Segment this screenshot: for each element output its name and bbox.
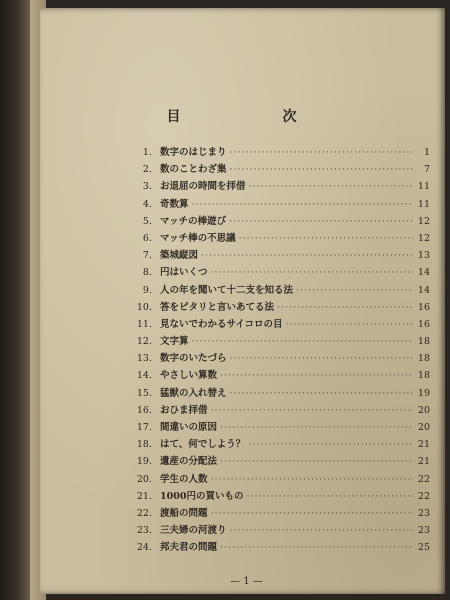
toc-entry: [118, 299, 430, 316]
toc-entry-page: 23: [417, 525, 430, 537]
toc-entry: [118, 505, 430, 522]
toc-entry-number: 17.: [136, 422, 152, 433]
toc-entry-page: 1: [423, 147, 430, 158]
book-spine: [0, 0, 30, 600]
toc-entry-number: 20.: [136, 473, 152, 485]
toc-leader-dots: [230, 385, 413, 402]
toc-entry: [118, 419, 430, 436]
toc-leader-dots: [277, 299, 413, 316]
toc-entry-page: 20: [417, 422, 430, 433]
toc-entry: [118, 264, 430, 281]
toc-entry: [118, 213, 430, 230]
toc-entry-number: 9.: [142, 284, 152, 296]
toc-leader-dots: [230, 522, 413, 539]
toc-entry-page: 20: [417, 404, 430, 416]
toc-entry-title: 間違いの原因: [160, 422, 218, 433]
toc-entry-number: 24.: [136, 542, 152, 554]
toc-entry: [118, 144, 430, 161]
toc-entry-number: 23.: [136, 525, 152, 537]
toc-leader-dots: [220, 367, 413, 384]
toc-leader-dots: [230, 350, 413, 367]
toc-leader-dots: [296, 282, 413, 299]
toc-entry-number: 21.: [136, 490, 152, 502]
toc-entry: [118, 385, 430, 402]
toc-entry-number: 18.: [136, 439, 152, 451]
toc-entry-title: 見ないでわかるサイコロの目: [160, 318, 283, 330]
toc-entry: [118, 316, 430, 333]
toc-entry-title: はて、何でしよう？: [160, 439, 246, 451]
toc-entry-number: 1.: [142, 147, 152, 158]
toc-leader-dots: [201, 247, 413, 264]
toc-leader-dots: [211, 505, 413, 522]
toc-entry-page: 23: [417, 507, 430, 519]
toc-leader-dots: [230, 144, 413, 161]
toc-leader-dots: [220, 453, 413, 470]
toc-entry-number: 2.: [142, 164, 152, 176]
toc-entry-title: 数のことわざ集: [160, 164, 227, 176]
toc-entry-title: 渡船の問題: [160, 507, 208, 519]
toc-entry-title: 学生の人数: [160, 473, 208, 485]
toc-leader-dots: [249, 178, 413, 195]
toc-entry-number: 4.: [142, 198, 152, 210]
toc-entry-number: 19.: [136, 456, 152, 468]
toc-leader-dots: [211, 402, 413, 419]
toc-entry-page: 16: [417, 318, 430, 330]
toc-entry: [118, 488, 430, 505]
toc-leader-dots: [220, 539, 413, 556]
toc-entry-number: 12.: [136, 336, 152, 348]
toc-entry: [118, 522, 430, 539]
toc-entry-title: 文字算: [160, 336, 189, 348]
toc-entry-title: 答をピタリと言いあてる法: [160, 301, 275, 313]
toc-entry-number: 22.: [136, 507, 152, 519]
toc-leader-dots: [192, 196, 413, 213]
toc-entry-page: 18: [417, 353, 430, 365]
toc-entry-number: 13.: [136, 353, 152, 365]
toc-entry-page: 14: [417, 267, 430, 279]
page-title: 目 次: [166, 109, 341, 125]
toc-entry-number: 8.: [142, 267, 152, 279]
toc-entry: [118, 161, 430, 178]
toc-entry-number: 7.: [142, 250, 152, 262]
toc-entry-title: 築城縦図: [160, 250, 199, 262]
toc-entry-page: 14: [417, 284, 430, 296]
toc-entry-title: 数字のはじまり: [160, 147, 227, 158]
toc-entry-title: 数字のいたづら: [160, 353, 227, 365]
toc-entry-page: 19: [417, 387, 430, 399]
toc-entry: [118, 350, 430, 367]
toc-entry-title: おひま拝借: [160, 404, 208, 416]
toc-entry-number: 14.: [136, 370, 152, 382]
toc-entry-page: 12: [417, 232, 430, 244]
toc-entry: [118, 230, 430, 247]
toc-entry-number: 16.: [136, 404, 152, 416]
toc-entry-page: 22: [417, 490, 430, 502]
toc-entry-number: 6.: [142, 232, 152, 244]
toc-leader-dots: [192, 333, 413, 350]
toc-leader-dots: [239, 230, 413, 247]
toc-leader-dots: [230, 161, 413, 178]
toc-entry: [118, 247, 430, 264]
toc-entry: [118, 282, 430, 299]
toc-entry-number: 10.: [136, 301, 152, 313]
book-page: [40, 8, 445, 594]
toc-entry-title: マッチの棒遊び: [160, 215, 227, 227]
toc-entry: [118, 402, 430, 419]
toc-entry-page: 18: [417, 370, 430, 382]
toc-entry: [118, 333, 430, 350]
toc-leader-dots: [211, 264, 413, 281]
toc-entry-title: 1000円の買いもの: [160, 490, 244, 502]
toc-leader-dots: [229, 213, 413, 230]
toc-entry-title: 人の年を聞いて十二支を知る法: [160, 284, 294, 296]
toc-leader-dots: [211, 471, 413, 488]
toc-entry-number: 5.: [142, 215, 152, 227]
toc-leader-dots: [220, 419, 413, 436]
toc-entry-page: 21: [417, 456, 430, 468]
toc-entry-title: お退屈の時間を拝借: [160, 181, 246, 193]
toc-entry-title: 三夫婦の河渡り: [160, 525, 227, 537]
toc-entry-page: 21: [417, 439, 430, 451]
toc-leader-dots: [248, 436, 413, 453]
toc-entry-number: 3.: [142, 181, 152, 193]
toc-entry: [118, 539, 430, 556]
toc-entry-title: 猛獣の入れ替え: [160, 387, 227, 399]
toc-entry-page: 16: [417, 301, 430, 313]
toc-entry-title: やさしい算数: [160, 370, 218, 382]
toc-entry-page: 25: [417, 542, 430, 554]
toc-entry-page: 11: [417, 181, 430, 193]
toc-entry: [118, 436, 430, 453]
toc-entry-title: 奇数算: [160, 198, 189, 210]
toc-entry: [118, 196, 430, 213]
toc-leader-dots: [285, 316, 413, 333]
toc-entry-number: 11.: [136, 318, 152, 330]
toc-leader-dots: [246, 488, 413, 505]
toc-entry-page: 11: [417, 198, 430, 210]
toc-entry-title: 邦夫君の問題: [160, 542, 218, 554]
toc-entry-number: 15.: [136, 387, 152, 399]
toc-entry-title: マッチ棒の不思議: [160, 232, 236, 244]
toc-entry-page: 18: [417, 336, 430, 348]
toc-entry: [118, 471, 430, 488]
toc-entry: [118, 178, 430, 195]
toc-entry-page: 13: [417, 250, 430, 262]
toc-entry: [118, 367, 430, 384]
toc-entry-title: 円はいくつ: [160, 267, 208, 279]
toc-entry-page: 7: [423, 164, 430, 176]
toc-entry: [118, 453, 430, 470]
page-number: — 1 —: [230, 576, 263, 587]
table-of-contents: [118, 144, 430, 557]
toc-entry-title: 遺産の分配法: [160, 456, 218, 468]
toc-entry-page: 12: [417, 215, 430, 227]
toc-entry-page: 22: [417, 473, 430, 485]
